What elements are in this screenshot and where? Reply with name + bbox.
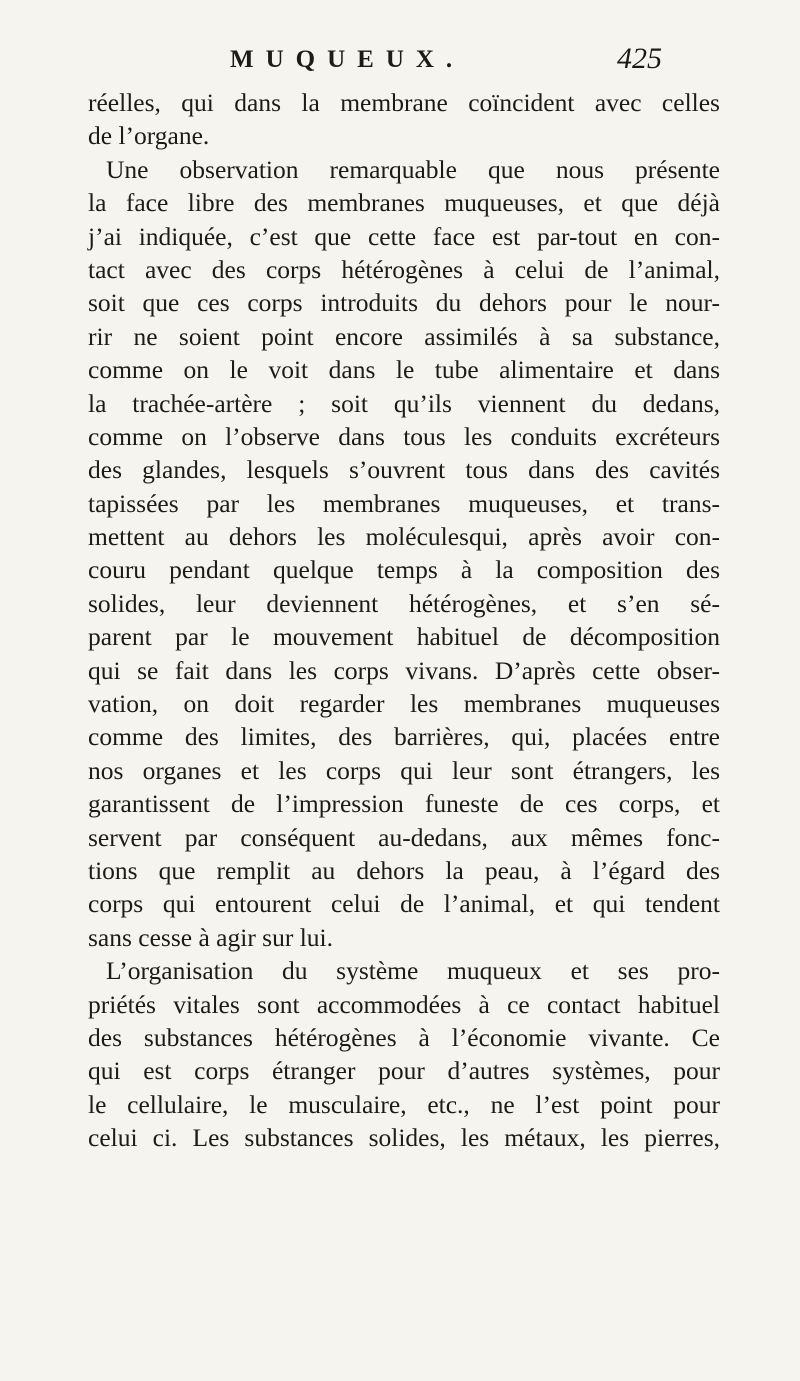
text-line: Une observation remarquable que nous présente: [106, 154, 720, 184]
text-line: couru pendant quelque temps à la composition des: [88, 555, 720, 585]
text-line: le cellulaire, le musculaire, etc., ne l’est point pour: [88, 1089, 720, 1119]
text-line: comme des limites, des barrières, qui, placées entre: [88, 722, 720, 752]
text-line: rir ne soient point encore assimilés à sa substance,: [88, 321, 720, 351]
page-number: 425: [617, 42, 662, 75]
page-header: [120, 42, 680, 78]
text-line: solides, leur deviennent hétérogènes, et s’en sé-: [88, 588, 720, 618]
text-line: servent par conséquent au-dedans, aux mêmes fonc-: [88, 822, 720, 852]
text-line: L’organisation du système muqueux et ses pro-: [106, 956, 720, 986]
text-line: tact avec des corps hétérogènes à celui de l’animal,: [88, 254, 720, 284]
text-line: celui ci. Les substances solides, les métaux, les pierres,: [88, 1123, 720, 1153]
text-line: qui est corps étranger pour d’autres systèmes, pour: [88, 1056, 720, 1086]
body-text: [88, 86, 720, 1155]
text-line: nos organes et les corps qui leur sont étrangers, les: [88, 755, 720, 785]
text-line: tions que remplit au dehors la peau, à l’égard des: [88, 855, 720, 885]
text-line: réelles, qui dans la membrane coïncident avec celles: [88, 88, 720, 117]
text-line: des glandes, lesquels s’ouvrent tous dans des cavités: [88, 455, 720, 485]
text-line: priétés vitales sont accommodées à ce contact habituel: [88, 989, 720, 1019]
text-line: parent par le mouvement habituel de décomposition: [88, 622, 720, 652]
text-line: comme on l’observe dans tous les conduits excréteurs: [88, 421, 720, 451]
text-line: la face libre des membranes muqueuses, et que déjà: [88, 188, 720, 218]
text-line: vation, on doit regarder les membranes muqueuses: [88, 689, 720, 719]
text-line: la trachée-artère ; soit qu’ils viennent du dedans,: [88, 388, 720, 418]
running-title: MUQUEUX.: [230, 46, 465, 73]
text-line: j’ai indiquée, c’est que cette face est par-tout en con-: [88, 221, 720, 251]
text-line: corps qui entourent celui de l’animal, et qui tendent: [88, 889, 720, 919]
text-line: sans cesse à agir sur lui.: [88, 922, 334, 952]
text-line: comme on le voit dans le tube alimentaire et dans: [88, 355, 720, 385]
text-line: tapissées par les membranes muqueuses, et trans-: [88, 488, 720, 518]
text-line: des substances hétérogènes à l’économie vivante. Ce: [88, 1022, 720, 1052]
text-line: mettent au dehors les moléculesqui, après avoir con-: [88, 522, 720, 552]
text-line: garantissent de l’impression funeste de ces corps, et: [88, 789, 720, 819]
text-line: de l’organe.: [88, 121, 210, 151]
text-line: soit que ces corps introduits du dehors pour le nour-: [88, 288, 720, 318]
text-line: qui se fait dans les corps vivans. D’après cette obser-: [88, 655, 720, 685]
